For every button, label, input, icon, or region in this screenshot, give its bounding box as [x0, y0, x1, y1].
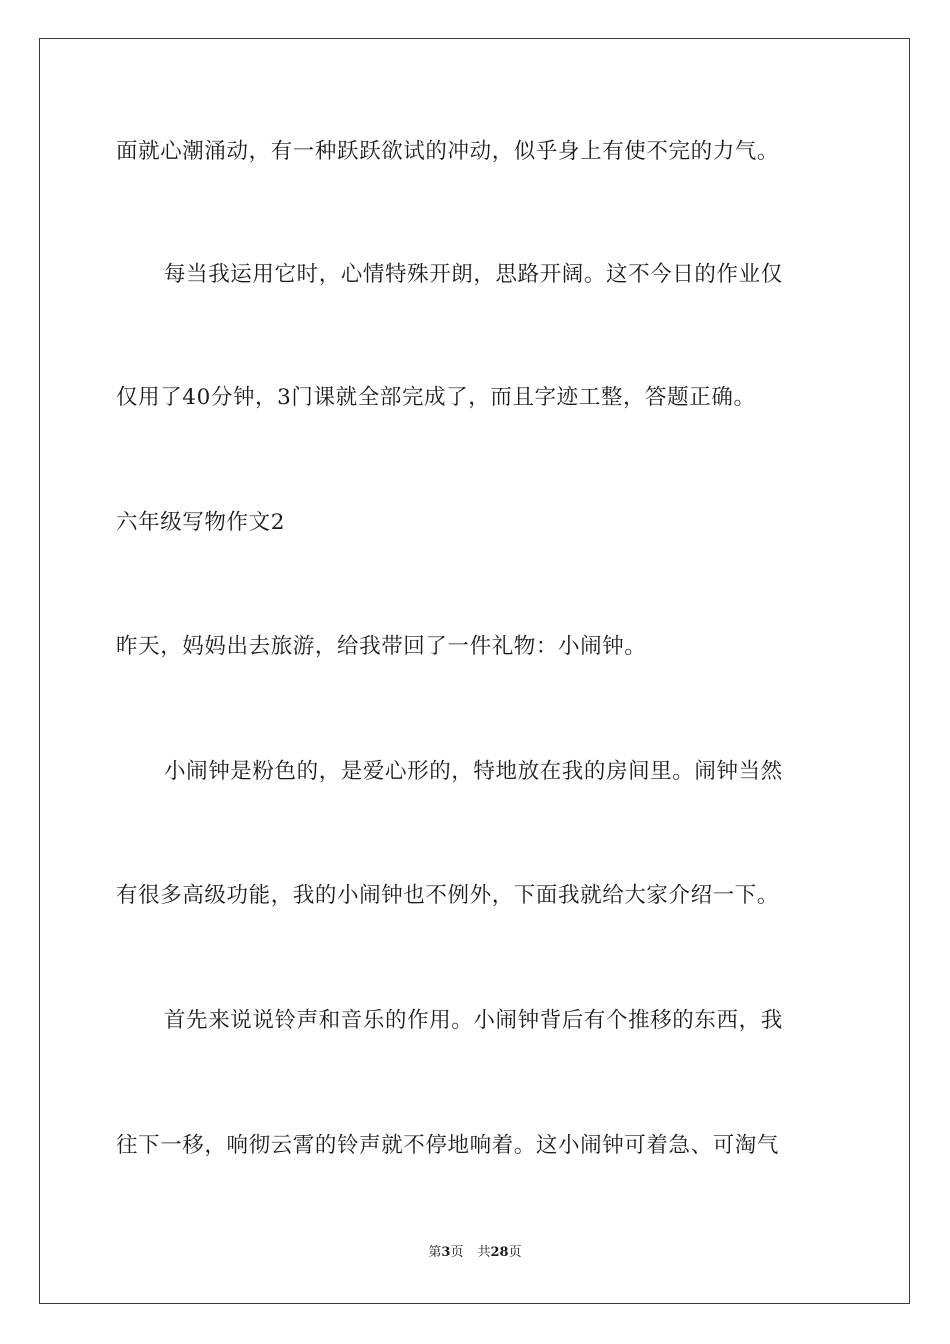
paragraph-line: 往下一移，响彻云霄的铃声就不停地响着。这小闹钟可着急、可淘气: [116, 1133, 780, 1158]
paragraph-line: 面就心潮涌动，有一种跃跃欲试的冲动，似乎身上有使不完的力气。: [116, 139, 780, 164]
page-footer: [0, 1243, 950, 1263]
paragraph-line: 昨天，妈妈出去旅游，给我带回了一件礼物：小闹钟。: [116, 634, 647, 659]
footer-page-prefix: 第: [428, 1245, 442, 1260]
paragraph-line: 每当我运用它时，心情特殊开朗，思路开阔。这不今日的作业仅: [164, 262, 783, 287]
paragraph-line: 有很多高级功能，我的小闹钟也不例外，下面我就给大家介绍一下。: [116, 883, 780, 908]
page-frame: [39, 38, 910, 1304]
footer-page-suffix: 页: [450, 1245, 464, 1260]
footer-page-number: 3: [441, 1245, 451, 1260]
section-heading: 六年级写物作文2: [116, 510, 285, 535]
paragraph-line: 小闹钟是粉色的，是爱心形的，特地放在我的房间里。闹钟当然: [164, 759, 783, 784]
footer-total-suffix: 页: [508, 1245, 522, 1260]
footer-total-prefix: 共: [477, 1245, 491, 1260]
footer-total-pages: 28: [490, 1245, 509, 1260]
paragraph-line: 首先来说说铃声和音乐的作用。小闹钟背后有个推移的东西，我: [164, 1008, 783, 1033]
paragraph-line: 仅用了40分钟，3门课就全部完成了，而且字迹工整，答题正确。: [116, 385, 756, 410]
